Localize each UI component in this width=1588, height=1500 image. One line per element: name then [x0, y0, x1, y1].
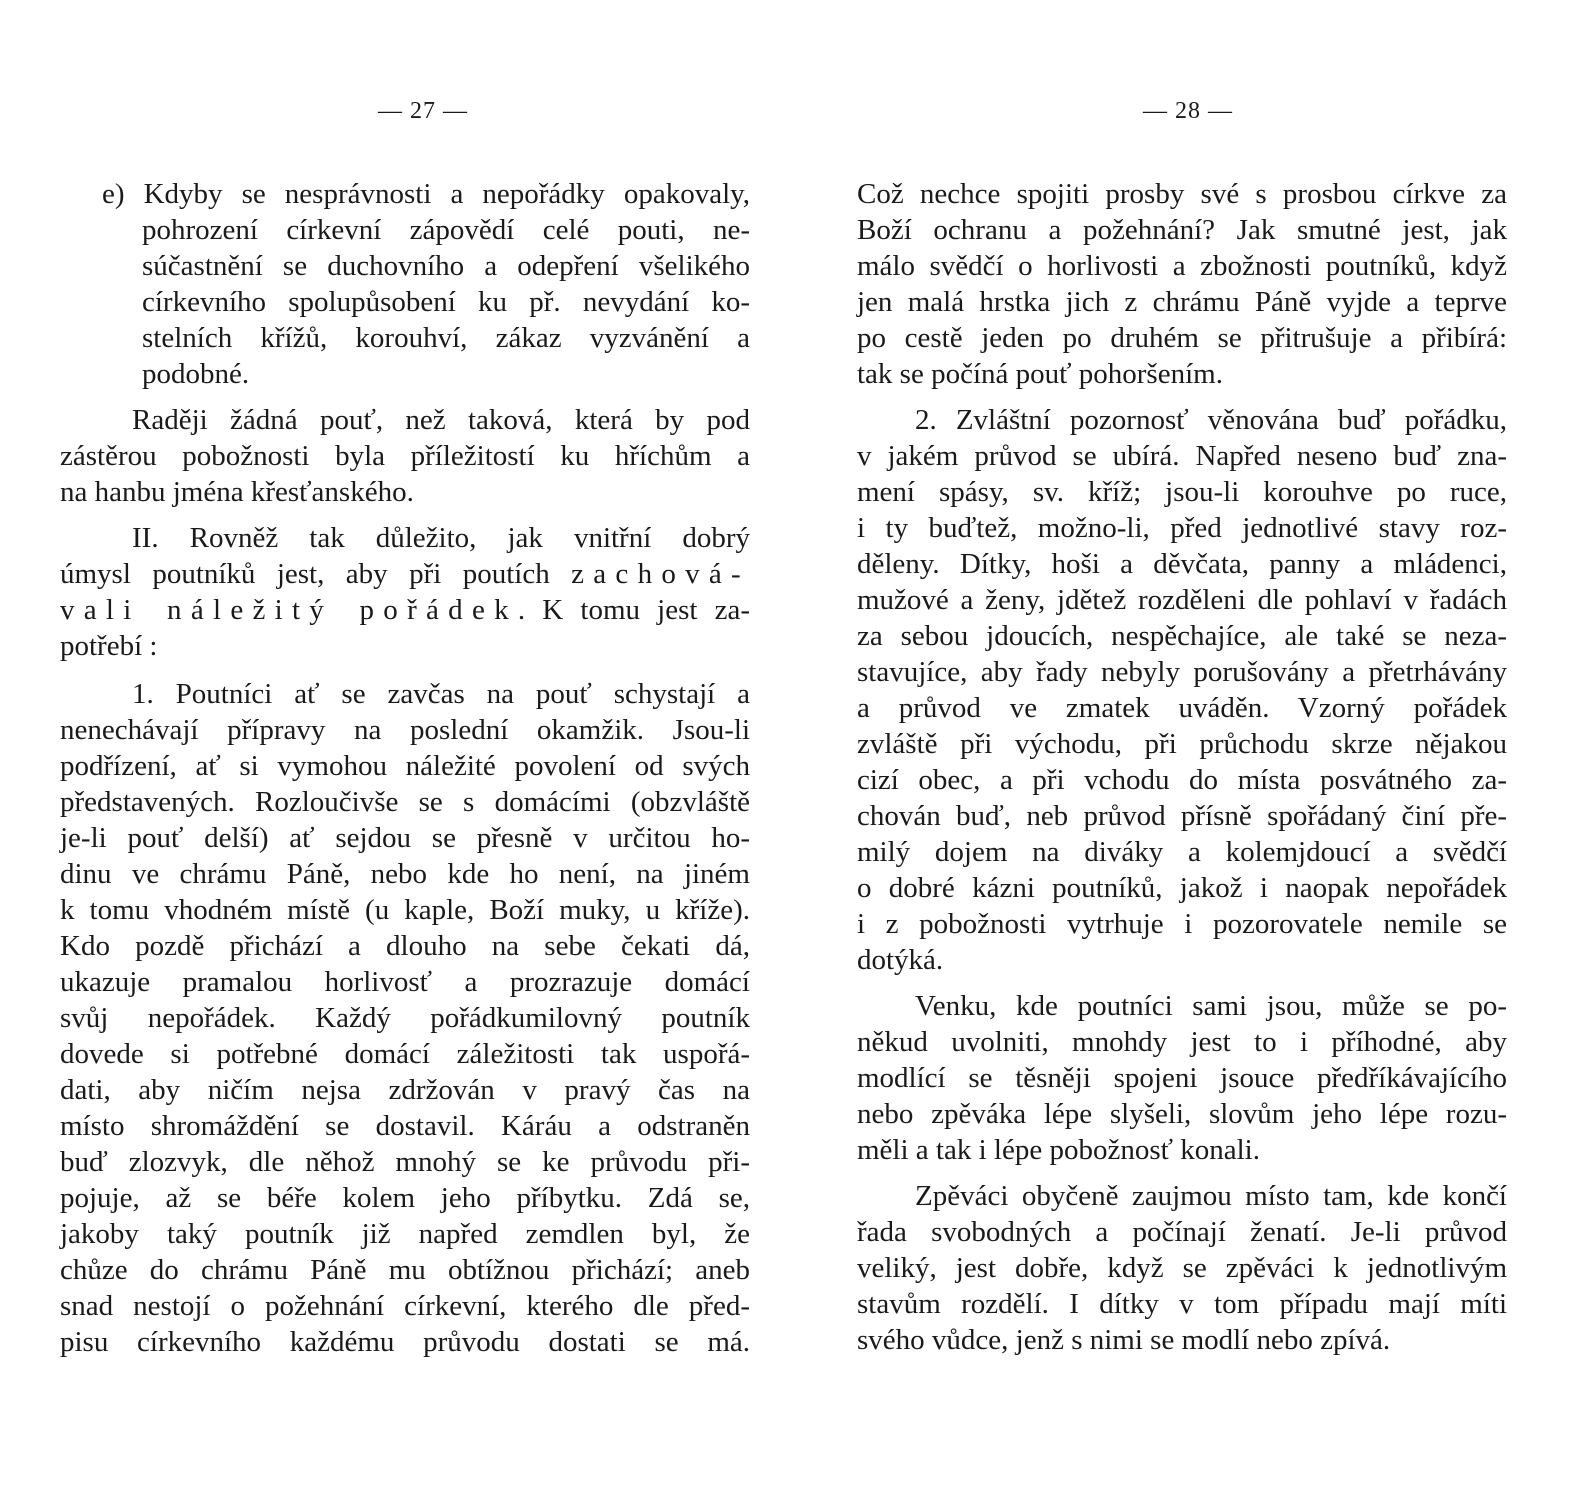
text-line: řada svobodných a počínají ženatí. Je-li průvod	[857, 1216, 1507, 1248]
text-line: dotýká.	[857, 944, 944, 976]
text-line: měli a tak i lépe pobožnosť konali.	[857, 1134, 1260, 1166]
text-line: Boží ochranu a požehnání? Jak smutné jest, jak	[857, 214, 1507, 246]
text-line: 1. Poutníci ať se zavčas na pouť schystají a	[132, 678, 750, 710]
text-line: i ty buďtež, možno-li, před jednotlivé stavy roz-	[857, 512, 1507, 544]
text-line	[60, 556, 750, 592]
text-line: Což nechce spojiti prosby své s prosbou církve za	[857, 178, 1507, 210]
text-line: v jakém průvod se ubírá. Napřed neseno buď zna-	[857, 440, 1507, 472]
text-line: Kdo pozdě přichází a dlouho na sebe čekati dá,	[60, 930, 750, 962]
text-line: dinu ve chrámu Páně, nebo kde ho není, na jiném	[60, 858, 750, 890]
text-line: jakoby taký poutník již napřed zemdlen byl, že	[60, 1218, 750, 1250]
text-line: málo svědčí o horlivosti a zbožnosti poutníků, když	[857, 250, 1507, 282]
text-line: chován buď, neb průvod přísně spořádaný činí pře-	[857, 800, 1507, 832]
text-line: tak se počíná pouť pohoršením.	[857, 358, 1223, 390]
text-line: dati, aby ničím nejsa zdržován v pravý čas na	[60, 1074, 750, 1106]
text-line: e) Kdyby se nesprávnosti a nepořádky opakovaly,	[102, 178, 750, 210]
text-line	[60, 592, 750, 628]
text-line: pohrození církevní zápovědí celé pouti, ne-	[142, 214, 750, 246]
text-line: súčastnění se duchovního a odepření všelikého	[142, 250, 750, 282]
text-line: a průvod ve zmatek uváděn. Vzorný pořádek	[857, 692, 1507, 724]
text-line: podřízení, ať si vymohou náležité povolení od svých	[60, 750, 750, 782]
text-line: stavujíce, aby řady nebyly porušovány a přetrhávány	[857, 656, 1507, 688]
text-line: za sebou jdoucích, nespěchajíce, ale také se neza-	[857, 620, 1507, 652]
text-line: i z pobožnosti vytrhuje i pozorovatele nemile se	[857, 908, 1507, 940]
text-line: nenechávají přípravy na poslední okamžik. Jsou-li	[60, 714, 750, 746]
text-line: mení spásy, sv. kříž; jsou-li korouhve po ruce,	[857, 476, 1507, 508]
text-line: stavům rozdělí. I dítky v tom případu mají míti	[857, 1288, 1507, 1320]
text-line: o dobré kázni poutníků, jakož i naopak nepořádek	[857, 872, 1507, 904]
text-line: buď zlozvyk, dle něhož mnohý se ke průvodu při-	[60, 1146, 750, 1178]
text-line: Zpěváci obyčeně zaujmou místo tam, kde končí	[915, 1180, 1507, 1212]
text-line: děleny. Dítky, hoši a děvčata, panny a mládenci,	[857, 548, 1507, 580]
text-line: stelních křížů, korouhví, zákaz vyzvánění a	[142, 322, 750, 354]
text-line: místo shromáždění se dostavil. Káráu a odstraněn	[60, 1110, 750, 1142]
text-run: . K tomu jest za-	[517, 594, 750, 626]
text-line: pisu církevního každému průvodu dostati se má.	[60, 1326, 750, 1358]
text-line: k tomu vhodném místě (u kaple, Boží muky, u kříže).	[60, 894, 750, 926]
text-line: modlící se těsněji spojeni jsouce předříkávajícího	[857, 1062, 1507, 1094]
text-line: nebo zpěváka lépe slyšeli, slovům jeho lépe rozu-	[857, 1098, 1507, 1130]
emphasized-text: vali náležitý pořádek	[60, 594, 518, 626]
page-number: — 27 —	[378, 98, 468, 124]
text-line: ukazuje pramalou horlivosť a prozrazuje domácí	[60, 966, 750, 998]
text-line: zástěrou pobožnosti byla příležitostí ku hříchům a	[60, 440, 750, 472]
text-line: Venku, kde poutníci sami jsou, může se po-	[915, 990, 1507, 1022]
page-number: — 28 —	[1143, 98, 1233, 124]
text-line: představených. Rozloučivše se s domácími (obzvláště	[60, 786, 750, 818]
text-line: po cestě jeden po druhém se přitrušuje a přibírá:	[857, 322, 1507, 354]
text-line: zvláště při východu, při průchodu skrze nějakou	[857, 728, 1507, 760]
text-line: dovede si potřebné domácí záležitosti tak uspořá-	[60, 1038, 750, 1070]
text-line: je-li pouť delší) ať sejdou se přesně v určitou ho-	[60, 822, 750, 854]
text-run: úmysl poutníků jest, aby při poutích	[60, 558, 572, 590]
text-line: Raději žádná pouť, než taková, která by pod	[132, 404, 750, 436]
text-line: cizí obec, a při vchodu do místa posvátného za-	[857, 764, 1507, 796]
text-line: mužové a ženy, jdětež rozděleni dle pohlaví v řadách	[857, 584, 1507, 616]
text-line: podobné.	[142, 358, 250, 390]
text-line: 2. Zvláštní pozornosť věnována buď pořádku,	[915, 404, 1507, 436]
text-line: církevního spolupůsobení ku př. nevydání ko-	[142, 286, 750, 318]
text-line: potřebí :	[60, 630, 158, 662]
text-line: II. Rovněž tak důležito, jak vnitřní dobrý	[132, 522, 750, 554]
text-line: někud uvolniti, mnohdy jest to i příhodné, aby	[857, 1026, 1507, 1058]
text-line: pojuje, až se béře kolem jeho příbytku. Zdá se,	[60, 1182, 750, 1214]
text-line: chůze do chrámu Páně mu obtížnou přichází; aneb	[60, 1254, 750, 1286]
text-line: veliký, jest dobře, když se zpěváci k jednotlivým	[857, 1252, 1507, 1284]
text-line: na hanbu jména křesťanského.	[60, 476, 414, 508]
text-line: svůj nepořádek. Každý pořádkumilovný poutník	[60, 1002, 750, 1034]
text-line: milý dojem na diváky a kolemjdoucí a svědčí	[857, 836, 1507, 868]
emphasized-text: zachová-	[571, 558, 750, 590]
text-line: svého vůdce, jenž s nimi se modlí nebo zpívá.	[857, 1324, 1391, 1356]
text-line: snad nestojí o požehnání církevní, kterého dle před-	[60, 1290, 750, 1322]
text-line: jen malá hrstka jich z chrámu Páně vyjde a teprve	[857, 286, 1507, 318]
